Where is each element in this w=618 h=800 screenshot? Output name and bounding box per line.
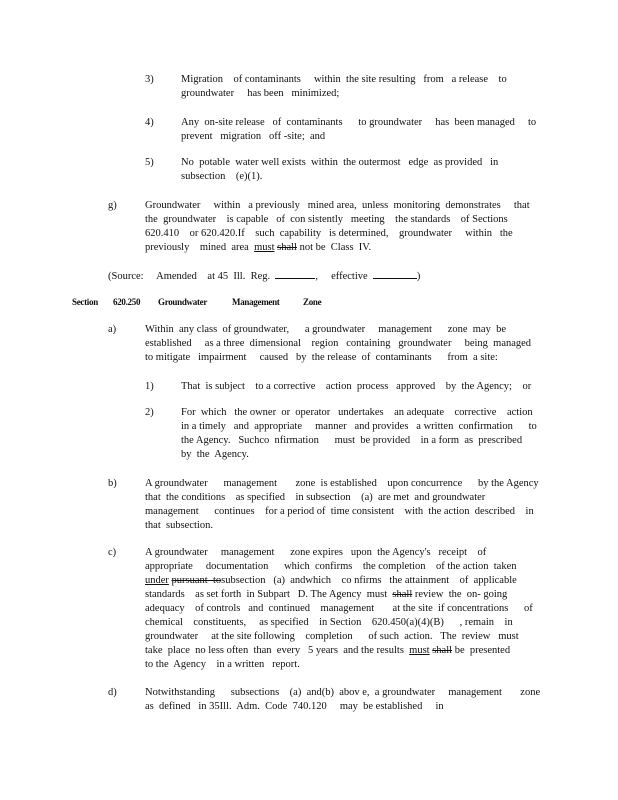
section-heading-label: Section: [72, 297, 98, 307]
subsection-c-line-8-start: take place no less often than every 5 years and the results: [145, 645, 410, 656]
inserted-under: under: [145, 575, 169, 586]
subsection-c-line-5: adequacy of controls and continued management at the site if concentrations of: [145, 603, 533, 614]
subsection-g-line-4-start: previously mined area: [145, 242, 255, 253]
subsection-d-text: [145, 686, 540, 714]
item-5-line-1: No potable water well exists within the outermost edge as provided in: [181, 157, 499, 168]
subsection-c-line-4-end: review the on- going: [412, 589, 508, 600]
item-5-label: 5): [145, 157, 154, 168]
item-4-line-1: Any on-site release of contaminants to groundwater has been managed to: [181, 117, 537, 128]
item-5-text: [181, 156, 498, 184]
subsection-g-line-4-end: not be Class IV.: [296, 242, 372, 253]
item-3-label: 3): [145, 74, 154, 85]
source-note: [108, 268, 420, 284]
item-3-text: [181, 73, 507, 101]
deleted-pursuant-to: pursuant to: [171, 575, 222, 586]
subsection-a-line-2: established as a three dimensional region containing groundwater being managed: [145, 338, 532, 349]
item-4-label: 4): [145, 117, 154, 128]
subsection-c-line-8: [145, 644, 533, 658]
item-a2-label: 2): [145, 407, 154, 418]
subsection-b-line-4: that subsection.: [145, 520, 213, 531]
item-5-line-2: subsection (e)(1).: [181, 171, 263, 182]
subsection-a-line-1: Within any class of groundwater, a groundwater management zone may be: [145, 324, 507, 335]
subsection-b-line-3: management continues for a period of time consistent with the action described in: [145, 506, 534, 517]
subsection-b-line-1: A groundwater management zone is established upon concurrence by the Agency: [145, 478, 539, 489]
subsection-c-line-7: groundwater at the site following completion of such action. The review must: [145, 631, 519, 642]
section-heading-word-3: Zone: [303, 297, 322, 307]
subsection-c-line-4: [145, 588, 533, 602]
effective-date-blank: [373, 268, 417, 279]
inserted-must-c: must: [409, 645, 430, 656]
item-a1-text: [181, 380, 531, 394]
item-a1-line-1: That is subject to a corrective action process approved by the Agency; or: [181, 381, 532, 392]
subsection-g-line-2: the groundwater is capable of con sistently meeting the standards of Sections: [145, 214, 508, 225]
section-heading-word-2: Management: [232, 297, 280, 307]
item-4-line-2: prevent migration off -site; and: [181, 131, 326, 142]
subsection-d-line-2: as defined in 35Ill. Adm. Code 740.120 may be established in: [145, 701, 444, 712]
subsection-c-line-6: chemical constituents, as specified in Section 620.450(a)(4)(B) , remain in: [145, 617, 513, 628]
subsection-c-line-3-rest: subsection (a) andwhich co nfirms the attainment of applicable: [221, 575, 517, 586]
item-3-line-1: Migration of contaminants within the site resulting from a release to: [181, 74, 507, 85]
subsection-c-line-1: A groundwater management zone expires upon the Agency's receipt of: [145, 547, 487, 558]
section-heading-word-1: Groundwater: [158, 297, 208, 307]
deleted-shall: shall: [277, 242, 297, 253]
source-note-effective: , effective: [315, 271, 373, 282]
subsection-g-label: g): [108, 200, 117, 211]
subsection-g-line-1: Groundwater within a previously mined area, unless monitoring demonstrates that: [145, 200, 530, 211]
source-note-start: (Source: Amended at 45 Ill. Reg.: [108, 271, 276, 282]
subsection-c-line-8-end: be presented: [452, 645, 511, 656]
item-3-line-2: groundwater has been minimized;: [181, 88, 340, 99]
subsection-a-label: a): [108, 324, 117, 335]
subsection-a-text: [145, 323, 531, 365]
item-a2-line-3: the Agency. Suchco nfirmation must be provided in a form as prescribed: [181, 435, 523, 446]
source-note-end: ): [416, 271, 421, 282]
deleted-shall-c: shall: [432, 645, 453, 656]
subsection-b-text: [145, 477, 539, 533]
item-a2-line-1: For which the owner or operator undertakes an adequate corrective action: [181, 407, 533, 418]
subsection-b-line-2: that the conditions as specified in subsection (a) are met and groundwater: [145, 492, 486, 503]
subsection-c-line-3: [145, 574, 533, 588]
item-a1-label: 1): [145, 381, 154, 392]
subsection-c-label: c): [108, 547, 117, 558]
subsection-g-line-4: [145, 241, 530, 255]
deleted-shall-review: shall: [392, 589, 413, 600]
subsection-c-line-2: appropriate documentation which confirms the completion of the action taken: [145, 561, 517, 572]
subsection-g-text: [145, 199, 530, 255]
subsection-g-line-3: 620.410 or 620.420.If such capability is determined, groundwater within the: [145, 228, 513, 239]
item-4-text: [181, 116, 536, 144]
item-a2-line-2: in a timely and appropriate manner and provides a written confirmation to: [181, 421, 537, 432]
subsection-c-line-4-start: standards as set forth in Subpart D. The Agency must: [145, 589, 393, 600]
subsection-d-label: d): [108, 687, 117, 698]
item-a2-line-4: by the Agency.: [181, 449, 249, 460]
subsection-c-line-9: to the Agency in a written report.: [145, 659, 300, 670]
register-page-blank: [275, 268, 315, 279]
inserted-must: must: [254, 242, 275, 253]
subsection-b-label: b): [108, 478, 117, 489]
subsection-a-line-3: to mitigate impairment caused by the release of contaminants from a site:: [145, 352, 498, 363]
subsection-c-text: [145, 546, 533, 672]
item-a2-text: [181, 406, 537, 462]
subsection-d-line-1: Notwithstanding subsections (a) and(b) abov e, a groundwater management zone: [145, 687, 541, 698]
section-heading-number: 620.250: [113, 297, 141, 307]
